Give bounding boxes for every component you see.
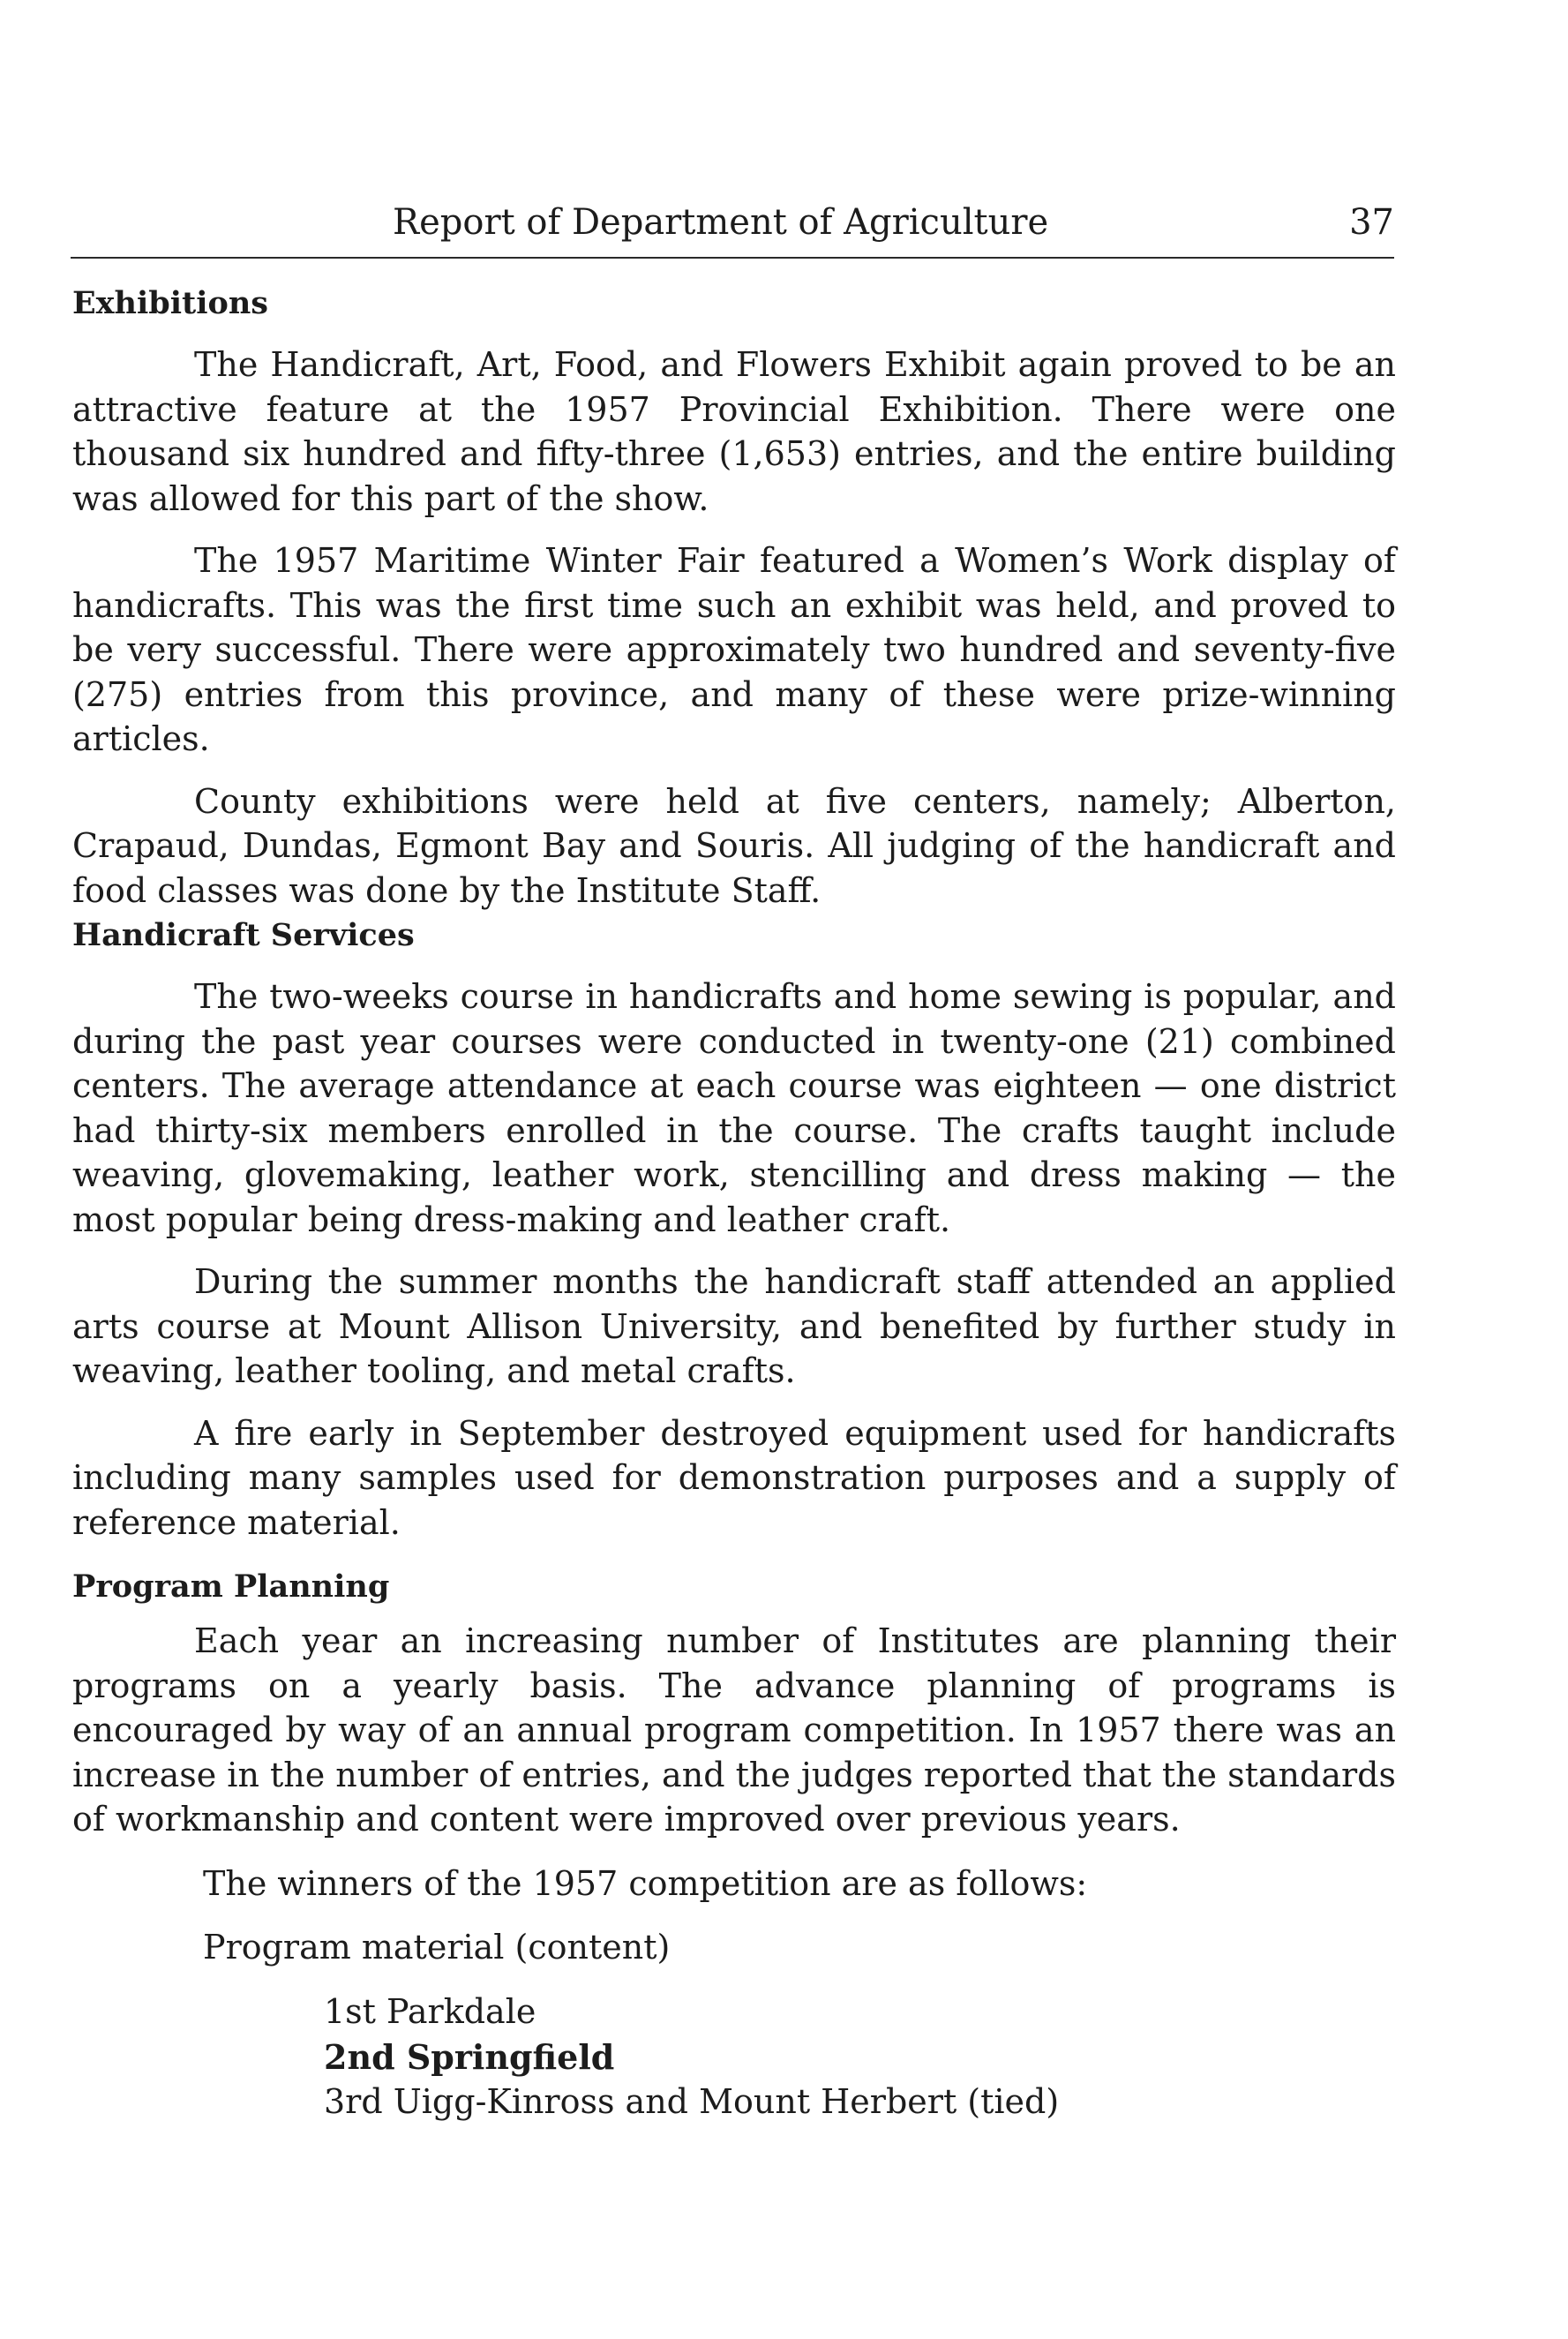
paragraph: Each year an increasing number of Institutes are planning their programs on a yearly basis. The advance planning of programs is encouraged by way of an annual program competition. In 1957 there was an increase in the number of entries, and the judges reported that the standards of workmanship and content were improved over previous years.	[72, 1621, 1396, 1839]
section-exhibitions	[72, 281, 1396, 913]
list-item: 3rd Uigg-Kinross and Mount Herbert (tied)	[324, 2081, 1060, 2121]
section-heading-exhibitions: Exhibitions	[72, 285, 269, 321]
paragraph: A fire early in September destroyed equipment used for handicrafts including many samples used for demonstration purposes and a supply of reference material.	[72, 1413, 1396, 1542]
header-rule	[71, 257, 1394, 259]
running-header-title: Report of Department of Agriculture	[393, 202, 1049, 243]
list-item: 2nd Springfield	[324, 2036, 615, 2077]
page-body	[72, 281, 1396, 2125]
running-header	[71, 196, 1394, 249]
paragraph: During the summer months the handicraft staff attended an applied arts course at Mount Allison University, and benefited by further study in weaving, leather tooling, and metal crafts.	[72, 1262, 1396, 1390]
section-handicraft-services	[72, 913, 1396, 1545]
paragraph: The Handicraft, Art, Food, and Flowers Exhibit again proved to be an attractive feature at the 1957 Provincial Exhibition. There were one thousand six hundred and fifty-three (1,653) entries, and the entire building was allowed for this part of the show.	[72, 345, 1396, 518]
section-heading-handicraft-services: Handicraft Services	[72, 917, 415, 953]
section-heading-program-planning: Program Planning	[72, 1568, 390, 1605]
section-program-planning	[72, 1564, 1396, 2125]
winners-category: Program material (content)	[203, 1928, 671, 1967]
paragraph: The 1957 Maritime Winter Fair featured a Women’s Work display of handicrafts. This was the first time such an exhibit was held, and proved to be very successful. There were approximately two hundred and seventy-five (275) entries from this province, and many of these were prize-winning articles.	[72, 541, 1396, 758]
page-number: 37	[1349, 202, 1394, 243]
winners-intro: The winners of the 1957 competition are as follows:	[203, 1863, 1088, 1903]
winners-list	[72, 1989, 1396, 2125]
paragraph: The two-weeks course in handicrafts and home sewing is popular, and during the past year courses were conducted in twenty-one (21) combined centers. The average attendance at each course was eighteen — one district had thirty-six members enrolled in the course. The crafts taught include weaving, glovemaking, leather work, stencilling and dress making — the most popular being dress-making and leather craft.	[72, 977, 1396, 1239]
paragraph: County exhibitions were held at five centers, namely; Alberton, Crapaud, Dundas, Egmont Bay and Souris. All judging of the handicraft and food classes was done by the Institute Staff.	[72, 781, 1396, 910]
list-item: 1st Parkdale	[324, 1991, 536, 2031]
